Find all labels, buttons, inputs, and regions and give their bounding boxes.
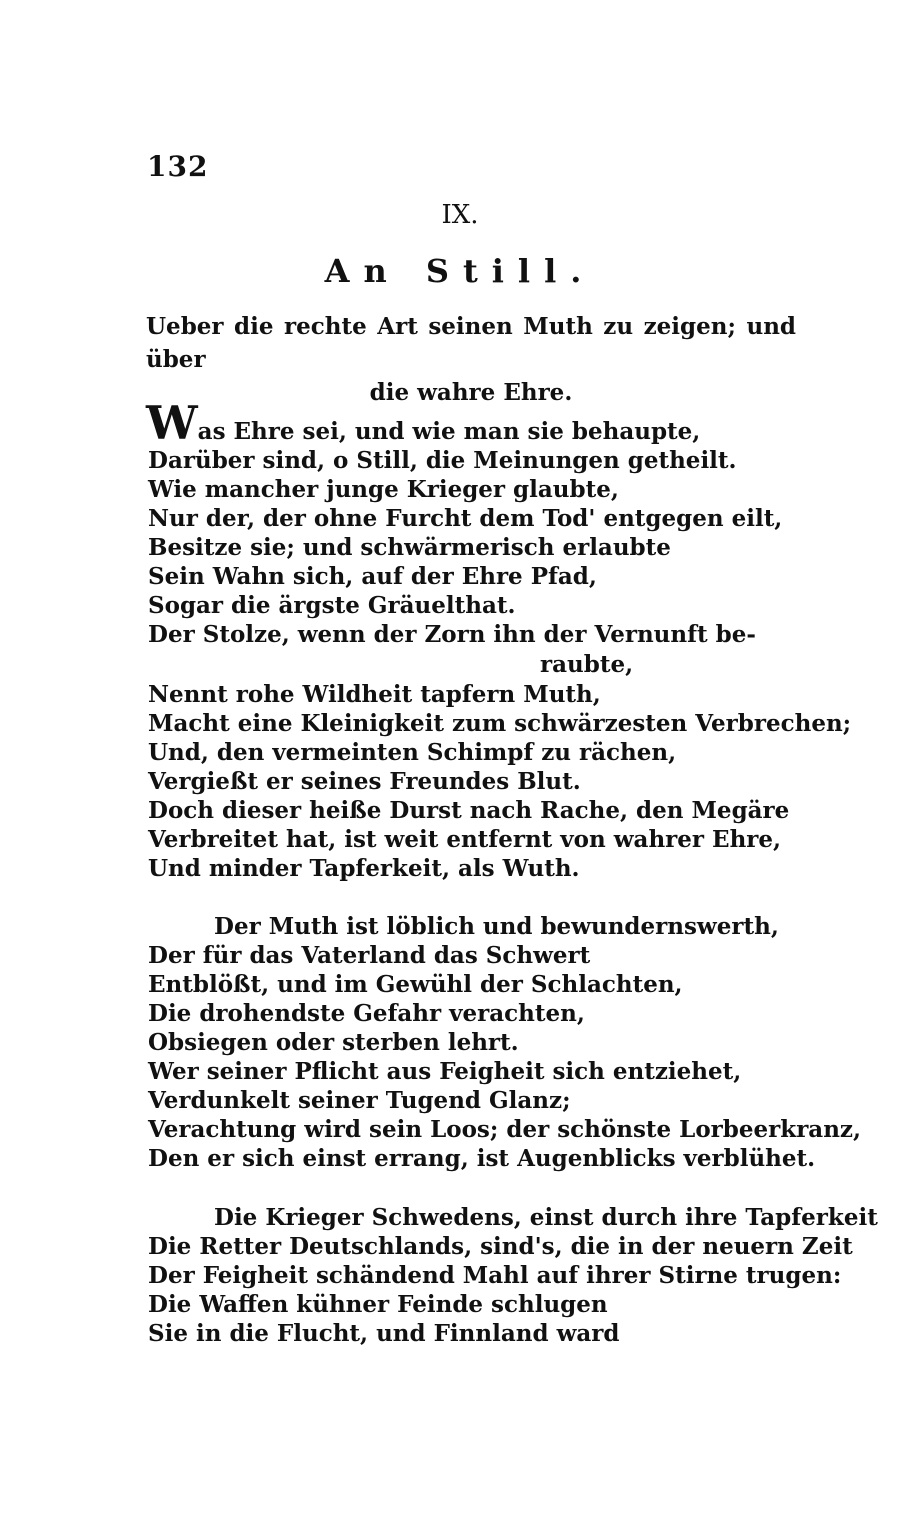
section-number: IX. <box>441 200 479 230</box>
poem-line: Nennt rohe Wildheit tapfern Muth, <box>148 681 601 708</box>
poem-subtitle <box>146 310 796 409</box>
poem-line: Sie in die Flucht, und Finnland ward <box>148 1320 620 1347</box>
poem-line: Und minder Tapferkeit, als Wuth. <box>148 855 580 882</box>
poem-line: Besitze sie; und schwärmerisch erlaubte <box>148 534 671 561</box>
poem-line: Verbreitet hat, ist weit entfernt von wahrer Ehre, <box>148 826 782 853</box>
poem-line: Nur der, der ohne Furcht dem Tod' entgegen eilt, <box>148 505 783 532</box>
poem-line: Entblößt, und im Gewühl der Schlachten, <box>148 971 683 998</box>
subtitle-line-2: die wahre Ehre. <box>369 379 573 406</box>
poem-line: Vergießt er seines Freundes Blut. <box>148 768 581 795</box>
poem-line: Verachtung wird sein Loos; der schönste Lorbeerkranz, <box>148 1116 861 1143</box>
poem-line: Und, den vermeinten Schimpf zu rächen, <box>148 739 677 766</box>
poem-line: Doch dieser heiße Durst nach Rache, den Megäre <box>148 797 790 824</box>
poem-title: An Still. <box>324 252 596 290</box>
poem-line: Die Krieger Schwedens, einst durch ihre Tapferkeit <box>214 1204 878 1231</box>
poem-line: Der Feigheit schändend Mahl auf ihrer Stirne trugen: <box>148 1262 842 1289</box>
poem-line: Die Waffen kühner Feinde schlugen <box>148 1291 608 1318</box>
poem-line-continuation: raubte, <box>540 651 634 678</box>
poem-line: Verdunkelt seiner Tugend Glanz; <box>148 1087 571 1114</box>
subtitle-line-1: Ueber die rechte Art seinen Muth zu zeigen; und über <box>146 313 796 373</box>
poem-line: Den er sich einst errang, ist Augenblicks verblühet. <box>148 1145 816 1172</box>
poem-line: Der für das Vaterland das Schwert <box>148 942 591 969</box>
poem-line: Wer seiner Pflicht aus Feigheit sich entziehet, <box>148 1058 742 1085</box>
poem-line <box>146 396 701 450</box>
page-number: 132 <box>147 150 209 183</box>
poem-line: Obsiegen oder sterben lehrt. <box>148 1029 519 1056</box>
poem-line: Die drohendste Gefahr verachten, <box>148 1000 585 1027</box>
poem-line: Der Muth ist löblich und bewundernswerth, <box>214 913 779 940</box>
poem-line: Wie mancher junge Krieger glaubte, <box>148 476 619 503</box>
poem-line: Der Stolze, wenn der Zorn ihn der Vernunft be- <box>148 621 756 648</box>
poem-line: Macht eine Kleinigkeit zum schwärzesten Verbrechen; <box>148 710 852 737</box>
line-text: as Ehre sei, und wie man sie behaupte, <box>197 418 701 445</box>
poem-line: Sein Wahn sich, auf der Ehre Pfad, <box>148 563 597 590</box>
poem-line: Die Retter Deutschlands, sind's, die in der neuern Zeit <box>148 1233 853 1260</box>
drop-cap: W <box>146 396 198 450</box>
poem-line: Sogar die ärgste Gräuelthat. <box>148 592 516 619</box>
poem-line: Darüber sind, o Still, die Meinungen getheilt. <box>148 447 737 474</box>
